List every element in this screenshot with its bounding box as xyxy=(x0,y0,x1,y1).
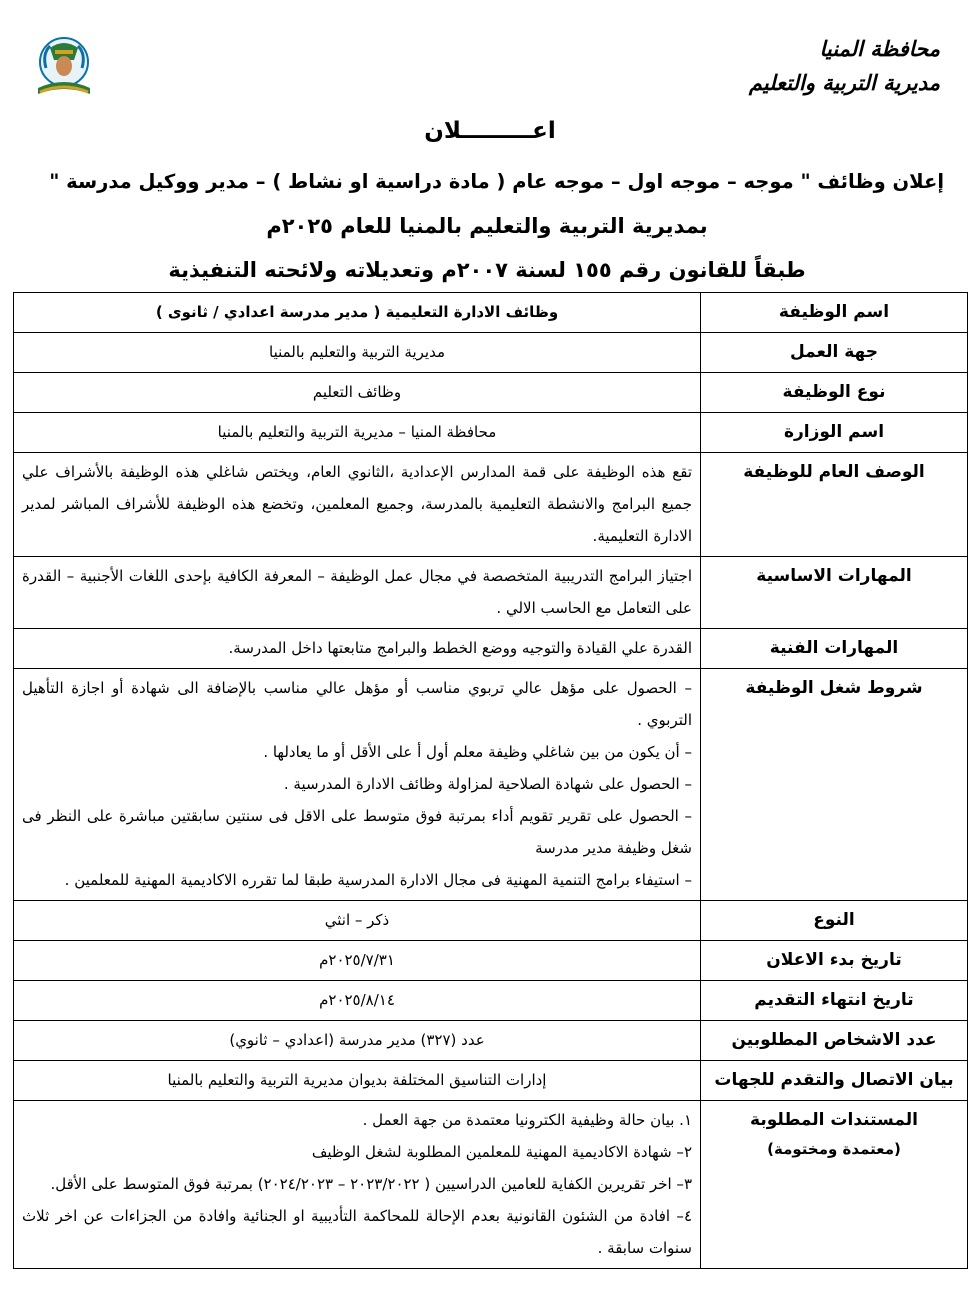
row-value: إدارات التناسيق المختلفة بديوان مديرية التربية والتعليم بالمنيا xyxy=(14,1061,701,1101)
row-value: وظائف الادارة التعليمية ( مدير مدرسة اعدادي / ثانوى ) xyxy=(14,293,701,333)
row-value xyxy=(14,453,701,557)
document-item: ٢– شهادة الاكاديمية المهنية للمعلمين المطلوبة لشغل الوظيف xyxy=(311,1143,692,1161)
table-row xyxy=(14,981,968,1021)
row-label: اسم الوزارة xyxy=(701,413,968,453)
table-row xyxy=(14,1061,968,1101)
table-row xyxy=(14,373,968,413)
governorate-name: محافظة المنيا xyxy=(819,36,940,61)
table-row xyxy=(14,669,968,901)
condition-item: – الحصول على مؤهل عالي تربوي مناسب أو مؤهل عالي مناسب بالإضافة الى شهادة أو اجازة التأهيل التربوي . xyxy=(22,679,692,729)
row-label: المهارات الاساسية xyxy=(701,557,968,629)
row-label: جهة العمل xyxy=(701,333,968,373)
row-value: وظائف التعليم xyxy=(14,373,701,413)
condition-item: – استيفاء برامج التنمية المهنية فى مجال الادارة المدرسية طبقا لما تقرره الاكاديمية المهنية للمعلمين . xyxy=(64,871,692,889)
table-row xyxy=(14,1101,968,1269)
description-text: تقع هذه الوظيفة على قمة المدارس الإعدادية ،الثانوي العام، ويختص شاغلي هذه الوظيفة بالأشراف علي جميع البرامج والانشطة التعليمية بالمدرسة، وجميع المعلمين، وتخضع هذه الوظيفة للأشراف المباشر لمدير الادارة التعليمية. xyxy=(22,463,692,545)
table-row xyxy=(14,557,968,629)
document-item: ٣– اخر تقريرين الكفاية للعامين الدراسيين ( ٢٠٢٣/٢٠٢٢ – ٢٠٢٤/٢٠٢٣) بمرتبة فوق المتوسط على الأقل. xyxy=(50,1175,692,1193)
directorate-year-heading: بمديرية التربية والتعليم بالمنيا للعام ٢٠٢٥م xyxy=(266,214,708,238)
table-row xyxy=(14,333,968,373)
row-label: عدد الاشخاص المطلوبين xyxy=(701,1021,968,1061)
documents-label: المستندات المطلوبة xyxy=(750,1110,918,1130)
table-row xyxy=(14,629,968,669)
row-label: تاريخ بدء الاعلان xyxy=(701,941,968,981)
condition-item: – الحصول على تقرير تقويم أداء بمرتبة فوق متوسط على الاقل فى سنتين سابقتين مباشرة على النظر فى شغل وظيفة مدير مدرسة xyxy=(22,807,692,857)
table-row xyxy=(14,453,968,557)
row-label: نوع الوظيفة xyxy=(701,373,968,413)
table-row xyxy=(14,293,968,333)
technical-skills-text: القدرة علي القيادة والتوجيه ووضع الخطط والبرامج متابعتها داخل المدرسة. xyxy=(228,639,692,657)
table-row xyxy=(14,413,968,453)
condition-item: – أن يكون من بين شاغلي وظيفة معلم أول أ على الأقل أو ما يعادلها . xyxy=(263,743,692,761)
row-label: بيان الاتصال والتقدم للجهات xyxy=(701,1061,968,1101)
education-directorate-logo xyxy=(28,32,100,104)
jobs-heading: إعلان وظائف " موجه – موجه اول – موجه عام ( مادة دراسية او نشاط ) – مدير ووكيل مدرسة " xyxy=(49,170,944,193)
announcement-title: اعـــــــــلان xyxy=(424,118,556,144)
document-item: ٤– افادة من الشئون القانونية بعدم الإحالة للمحاكمة التأديبية او الجنائية وافادة من الجزاءات عن اخر ثلاث سنوات سابقة . xyxy=(22,1207,692,1257)
row-label: النوع xyxy=(701,901,968,941)
row-label: الوصف العام للوظيفة xyxy=(701,453,968,557)
row-value: ٢٠٢٥/٧/٣١م xyxy=(14,941,701,981)
row-value xyxy=(14,557,701,629)
job-details-table xyxy=(13,292,968,1269)
row-value xyxy=(14,1101,701,1269)
document-item: ١. بيان حالة وظيفية الكترونيا معتمدة من جهة العمل . xyxy=(362,1111,692,1129)
row-label: تاريخ انتهاء التقديم xyxy=(701,981,968,1021)
row-value: مديرية التربية والتعليم بالمنيا xyxy=(14,333,701,373)
law-reference-heading: طبقاً للقانون رقم ١٥٥ لسنة ٢٠٠٧م وتعديلاته ولائحته التنفيذية xyxy=(168,258,806,282)
table-row xyxy=(14,901,968,941)
table-row xyxy=(14,941,968,981)
condition-item: – الحصول على شهادة الصلاحية لمزاولة وظائف الادارة المدرسية . xyxy=(283,775,692,793)
row-label: شروط شغل الوظيفة xyxy=(701,669,968,901)
row-value: ذكر – انثي xyxy=(14,901,701,941)
row-label: اسم الوظيفة xyxy=(701,293,968,333)
row-value xyxy=(14,629,701,669)
row-label: المهارات الفنية xyxy=(701,629,968,669)
directorate-name: مديرية التربية والتعليم xyxy=(748,70,940,95)
table-row xyxy=(14,1021,968,1061)
basic-skills-text: اجتياز البرامج التدريبية المتخصصة في مجال عمل الوظيفة – المعرفة الكافية بإحدى اللغات الأجنبية – القدرة على التعامل مع الحاسب الالي . xyxy=(22,567,692,617)
row-label xyxy=(701,1101,968,1269)
row-value xyxy=(14,669,701,901)
row-value: عدد (٣٢٧) مدير مدرسة (اعدادي – ثانوي) xyxy=(14,1021,701,1061)
row-value: ٢٠٢٥/٨/١٤م xyxy=(14,981,701,1021)
documents-sublabel: (معتمدة ومختومة) xyxy=(767,1140,901,1158)
organization-header xyxy=(749,32,940,100)
row-value: محافظة المنيا – مديرية التربية والتعليم بالمنيا xyxy=(14,413,701,453)
